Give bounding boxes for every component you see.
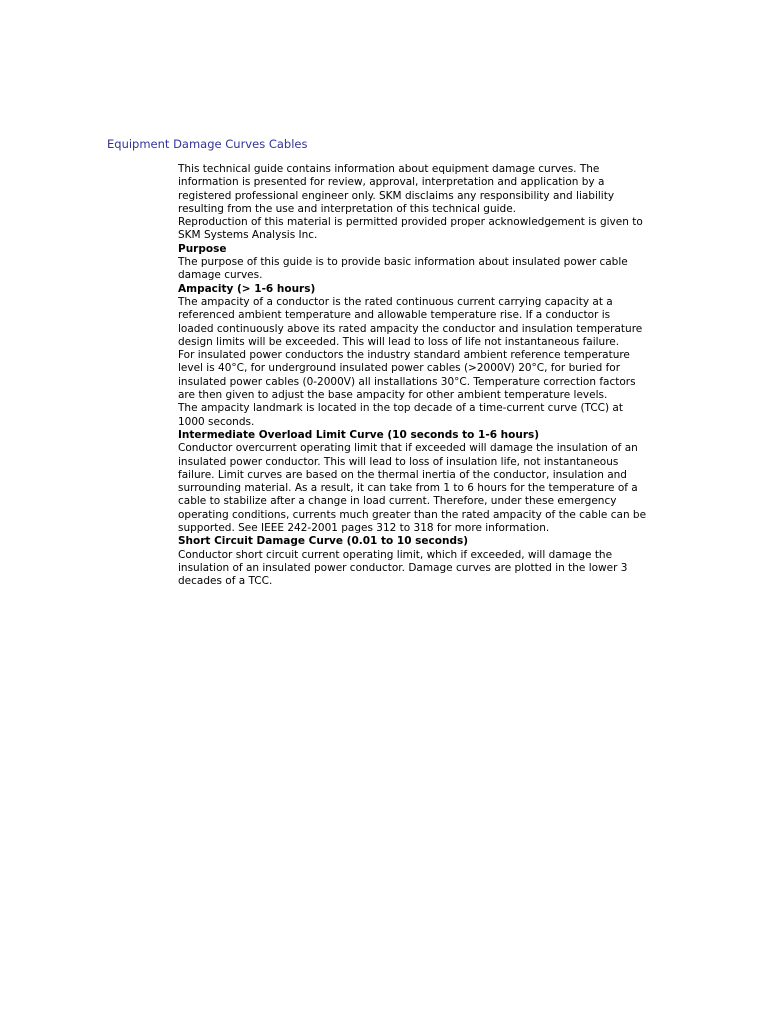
ampacity-paragraph-1 [178, 296, 660, 349]
purpose-paragraph [178, 256, 660, 283]
ampacity-line: The ampacity of a conductor is the rated continuous current carrying capacity at a [178, 295, 613, 308]
overload-paragraph [178, 442, 660, 535]
ampacity-line: insulated power cables (0-2000V) all installations 30°C. Temperature correction factors [178, 375, 636, 388]
ampacity-line: are then given to adjust the base ampacity for other ambient temperature levels. [178, 389, 608, 402]
overload-line: supported. See IEEE 242-2001 pages 312 to 318 for more information. [178, 522, 550, 535]
overload-line: insulated power conductor. This will lead to loss of insulation life, not instantaneous [178, 455, 619, 468]
overload-line: Conductor overcurrent operating limit that if exceeded will damage the insulation of an [178, 442, 638, 455]
ampacity-line: referenced ambient temperature and allowable temperature rise. If a conductor is [178, 309, 611, 322]
purpose-line: The purpose of this guide is to provide basic information about insulated power cable [178, 256, 628, 269]
purpose-line: damage curves. [178, 269, 263, 282]
ampacity-line: For insulated power conductors the industry standard ambient reference temperature [178, 349, 630, 362]
ampacity-line: The ampacity landmark is located in the top decade of a time-current curve (TCC) at [178, 402, 623, 415]
purpose-heading: Purpose [178, 242, 227, 255]
reproduction-line: SKM Systems Analysis Inc. [178, 229, 318, 242]
intro-paragraph [178, 163, 660, 216]
intro-line: registered professional engineer only. SKM disclaims any responsibility and liability [178, 189, 615, 202]
document-body [178, 163, 660, 589]
short-circuit-line: insulation of an insulated power conductor. Damage curves are plotted in the lower 3 [178, 561, 628, 574]
short-circuit-paragraph [178, 549, 660, 589]
short-circuit-line: decades of a TCC. [178, 575, 273, 588]
overload-line: operating conditions, currents much greater than the rated ampacity of the cable can be [178, 508, 647, 521]
overload-line: surrounding material. As a result, it can take from 1 to 6 hours for the temperature of a [178, 482, 638, 495]
reproduction-line: Reproduction of this material is permitted provided proper acknowledgement is given to [178, 216, 643, 229]
ampacity-line: design limits will be exceeded. This will lead to loss of life not instantaneous failure. [178, 335, 620, 348]
overload-line: cable to stabilize after a change in load current. Therefore, under these emergency [178, 495, 617, 508]
ampacity-paragraph-2 [178, 349, 660, 429]
overload-heading: Intermediate Overload Limit Curve (10 seconds to 1-6 hours) [178, 428, 540, 441]
intro-line: This technical guide contains information about equipment damage curves. The [178, 163, 600, 175]
reproduction-paragraph [178, 216, 660, 243]
ampacity-line: level is 40°C, for underground insulated power cables (>2000V) 20°C, for buried for [178, 362, 621, 375]
ampacity-heading: Ampacity (> 1-6 hours) [178, 282, 316, 295]
short-circuit-heading: Short Circuit Damage Curve (0.01 to 10 seconds) [178, 535, 469, 548]
intro-line: resulting from the use and interpretation of this technical guide. [178, 202, 517, 215]
ampacity-line: 1000 seconds. [178, 415, 255, 428]
overload-line: failure. Limit curves are based on the thermal inertia of the conductor, insulation and [178, 468, 627, 481]
page-title: Equipment Damage Curves Cables [107, 137, 308, 151]
intro-line: information is presented for review, approval, interpretation and application by a [178, 176, 605, 189]
ampacity-line: loaded continuously above its rated ampacity the conductor and insulation temperature [178, 322, 643, 335]
short-circuit-line: Conductor short circuit current operating limit, which if exceeded, will damage the [178, 548, 613, 561]
